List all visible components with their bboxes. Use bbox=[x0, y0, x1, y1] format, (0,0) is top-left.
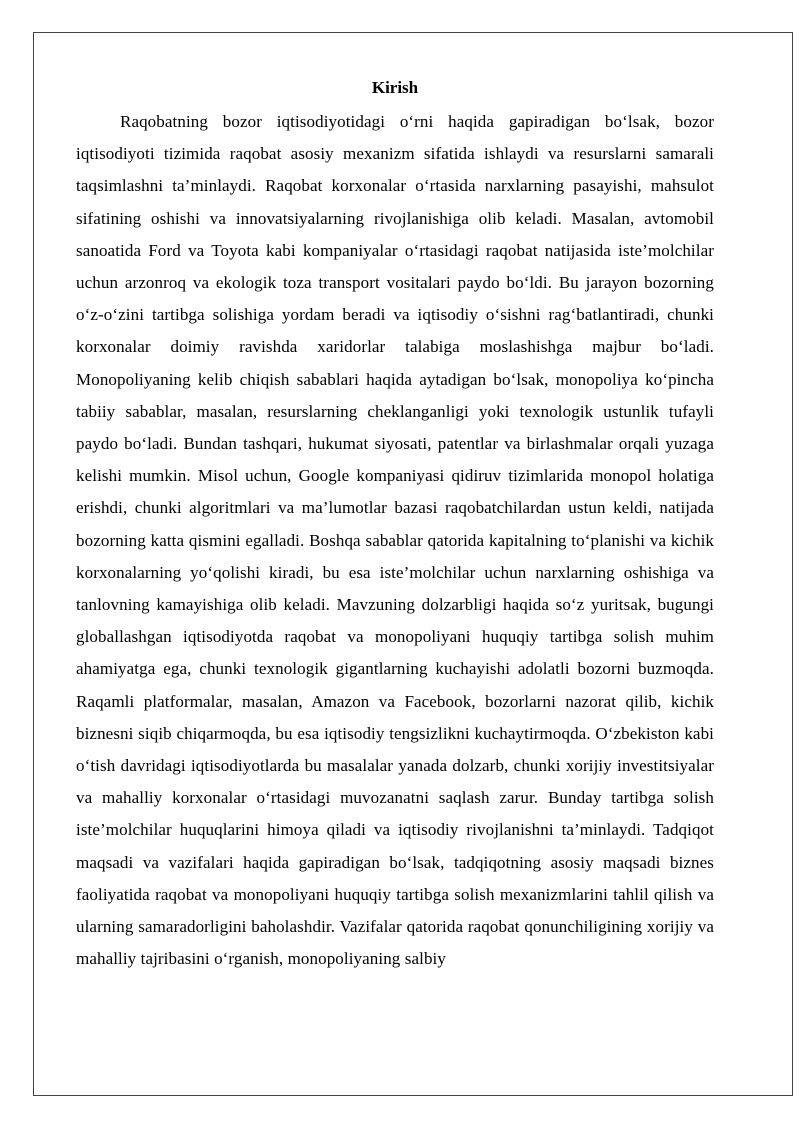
body-paragraph: Raqobatning bozor iqtisodiyotidagi o‘rni haqida gapiradigan bo‘lsak, bozor iqtisodiyoti tizimida raqobat asosiy mexanizm sifatida ishlaydi va resurslarni samarali taqsimlashni ta’minlaydi. Raqobat korxonalar o‘rtasida narxlarning pasayishi, mahsulot sifatining oshishi va innovatsiyalarning rivojlanishiga olib keladi. Masalan, avtomobil sanoatida Ford va Toyota kabi kompaniyalar o‘rtasidagi raqobat natijasida iste’molchilar uchun arzonroq va ekologik toza transport vositalari paydo bo‘ldi. Bu jarayon bozorning o‘z-o‘zini tartibga solishiga yordam beradi va iqtisodiy o‘sishni rag‘batlantiradi, chunki korxonalar doimiy ravishda xaridorlar talabiga moslashishga majbur bo‘ladi. Monopoliyaning kelib chiqish sabablari haqida aytadigan bo‘lsak, monopoliya ko‘pincha tabiiy sabablar, masalan, resurslarning cheklanganligi yoki texnologik ustunlik tufayli paydo bo‘ladi. Bundan tashqari, hukumat siyosati, patentlar va birlashmalar orqali yuzaga kelishi mumkin. Misol uchun, Google kompaniyasi qidiruv tizimlarida monopol holatiga erishdi, chunki algoritmlari va ma’lumotlar bazasi raqobatchilardan ustun keldi, natijada bozorning katta qismini egalladi. Boshqa sabablar qatorida kapitalning to‘planishi va kichik korxonalarning yo‘qolishi kiradi, bu esa iste’molchilar uchun narxlarning oshishiga va tanlovning kamayishiga olib keladi. Mavzuning dolzarbligi haqida so‘z yuritsak, bugungi globallashgan iqtisodiyotda raqobat va monopoliyani huquqiy tartibga solish muhim ahamiyatga ega, chunki texnologik gigantlarning kuchayishi adolatli bozorni buzmoqda. Raqamli platformalar, masalan, Amazon va Facebook, bozorlarni nazorat qilib, kichik biznesni siqib chiqarmoqda, bu esa iqtisodiy tengsizlikni kuchaytirmoqda. O‘zbekiston kabi o‘tish davridagi iqtisodiyotlarda bu masalalar yanada dolzarb, chunki xorijiy investitsiyalar va mahalliy korxonalar o‘rtasidagi muvozanatni saqlash zarur. Bunday tartibga solish iste’molchilar huquqlarini himoya qiladi va iqtisodiy rivojlanishni ta’minlaydi. Tadqiqot maqsadi va vazifalari haqida gapiradigan bo‘lsak, tadqiqotning asosiy maqsadi biznes faoliyatida raqobat va monopoliyani huquqiy tartibga solish mexanizmlarini tahlil qilish va ularning samaradorligini baholashdir. Vazifalar qatorida raqobat qonunchiligining xorijiy va mahalliy tajribasini o‘rganish, monopoliyaning salbiy bbox=[76, 112, 714, 969]
section-title: Kirish bbox=[371, 78, 419, 97]
document-body bbox=[76, 78, 714, 975]
